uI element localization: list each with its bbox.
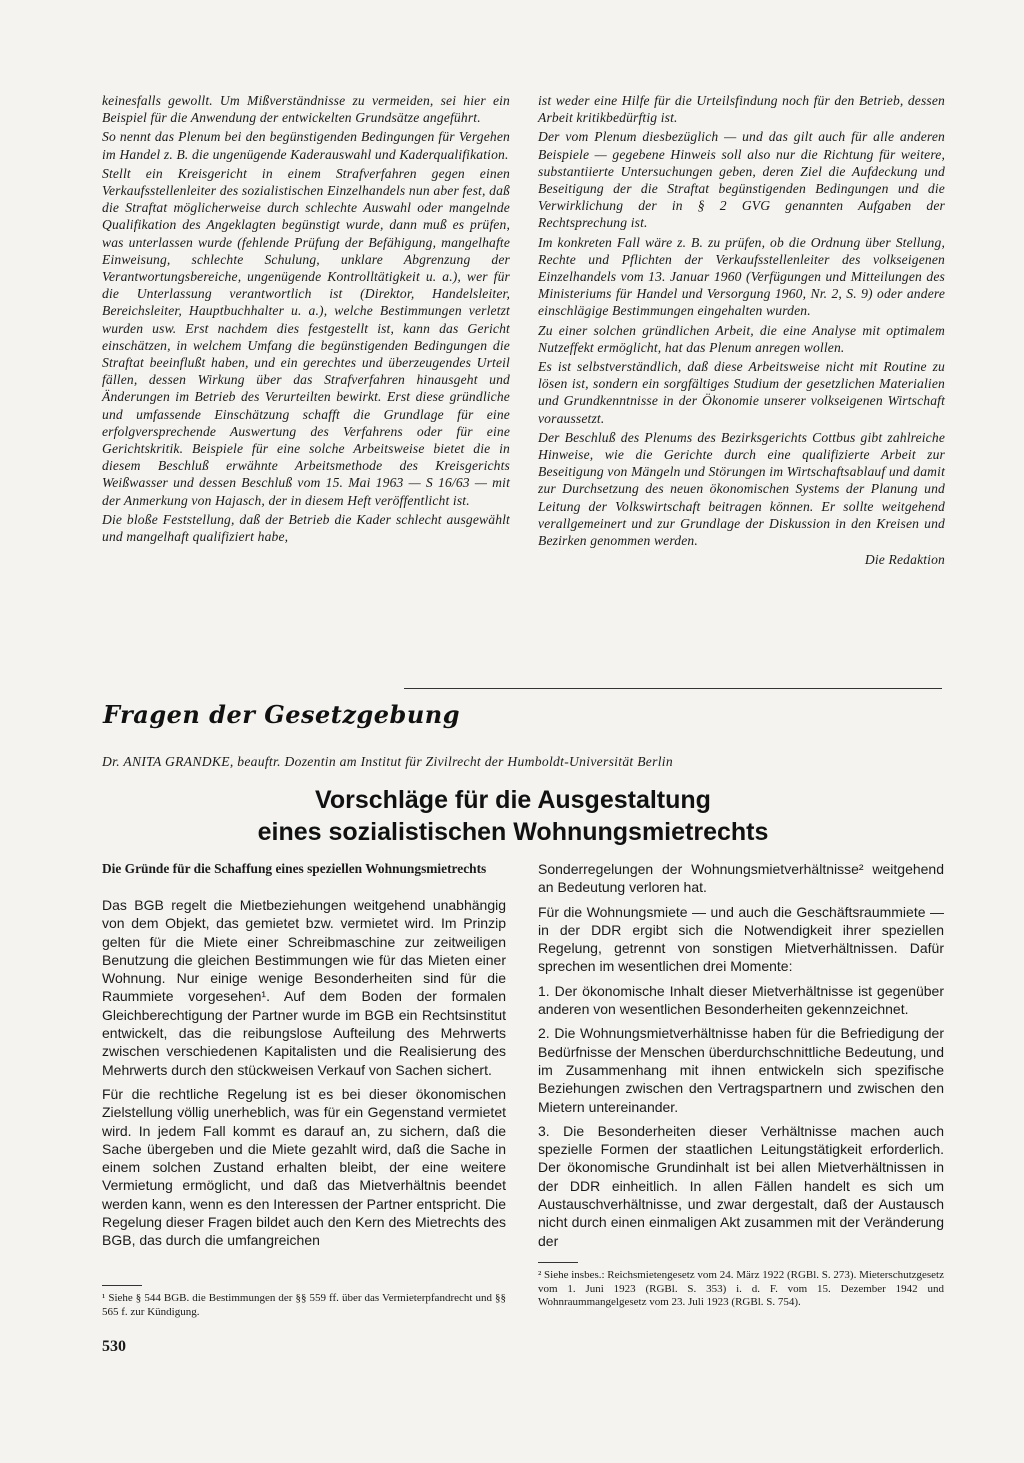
page-number: 530 [102,1338,126,1355]
paragraph: Das BGB regelt die Mietbeziehungen weitgehend unabhängig von dem Objekt, das gemietet bzw. vermietet wird. Im Prinzip gelten für die Miete einer Schreibmaschine zur zeitweiligen Benutzung die gleichen Bestimmungen wie für das Mieten einer Wohnung. Nur einige wenige Besonderheiten sind für die Raummiete vorgesehen¹. Auf dem Boden der formalen Gleichberechtigung der Partner wurde im BGB ein Rechtsinstitut entwickelt, das die reibungslose Aufteilung des Mehrwerts zwischen verschiedenen Kapitalisten und die Realisierung des Mehrwerts durch den stückweisen Verkauf von Sachen sichert. [102,897,506,1078]
article-title-line-2: eines sozialistischen Wohnungsmietrechts [257,818,769,846]
paragraph: Der Beschluß des Plenums des Bezirksgerichts Cottbus gibt zahlreiche Hinweise, wie die Gerichte durch eine qualifizierte Arbeit zur Beseitigung von Mängeln und Störungen im Wirtschaftsablauf und damit zur Durchsetzung des neuen ökonomischen Systems der Planung und Leitung der Volkswirtschaft beitragen können. Er sollte weitgehend verallgemeinert und zur Grundlage der Diskussion in den Kreisen und Bezirken genommen werden. [538,429,945,549]
paragraph: 2. Die Wohnungsmietverhältnisse haben für die Befriedigung der Bedürfnisse der Menschen überdurchschnittliche Bedeutung, und im Zusammenhang mit ihnen entwickeln sich spezifische Beziehungen zwischen den Vertragspartnern und zwischen den Mietern untereinander. [538,1025,944,1115]
paragraph: Die bloße Feststellung, daß der Betrieb die Kader schlecht ausgewählt und mangelhaft qualifiziert habe, [102,511,510,545]
section-heading: Fragen der Gesetzgebung [103,700,460,729]
editorial-signature: Die Redaktion [864,552,945,568]
paragraph: So nennt das Plenum bei den begünstigenden Bedingungen für Vergehen im Handel z. B. die ungenügende Kaderauswahl und Kaderqualifikation. [102,129,510,162]
paragraph: Der vom Plenum diesbezüglich — und das gilt auch für alle anderen Beispiele — gegebene Hinweis soll also nur die Richtung für weitere, substantiierte Untersuchungen geben, deren Ziel die Aufdeckung und Beseitigung der die Straftat begünstigenden Bedingungen und die Verwirklichung der in § 2 GVG genannten Aufgaben der Rechtsprechung ist. [538,129,945,231]
paragraph: Es ist selbstverständlich, daß diese Arbeitsweise nicht mit Routine zu lösen ist, sondern ein sorgfältiges Studium der gesetzlichen Materialien und Grundkenntnisse in der Ökonomie unserer volkseigenen Wirtschaft voraussetzt. [538,359,945,426]
paragraph: Im konkreten Fall wäre z. B. zu prüfen, ob die Ordnung über Stellung, Rechte und Pflichten der Verkaufsstellenleiter des volkseigenen Einzelhandels vom 13. Januar 1960 (Verfügungen und Mitteilungen des Ministeriums für Handel und Versorgung 1960, Nr. 2, S. 9) oder andere einschlägige Bestimmungen eingehalten wurden. [538,234,945,319]
paragraph: ist weder eine Hilfe für die Urteilsfindung noch für den Betrieb, dessen Arbeit kritikbedürftig ist. [538,93,945,126]
paragraph: Sonderregelungen der Wohnungsmietverhältnisse² weitgehend an Bedeutung verloren hat. [538,861,944,896]
footnote-rule [102,1285,142,1286]
paragraph: Für die rechtliche Regelung ist es bei dieser ökonomischen Zielstellung völlig unerheblich, was für ein Gegenstand vermietet wird. In jedem Fall kommt es darauf an, zu sichern, daß die Sache übergeben und die Miete gezahlt wird, daß die Sache in einem solchen Zustand erhalten bleibt, der eine weitere Vermietung ermöglicht, und daß das Mietverhältnis beendet werden kann, wenn es den Interessen der Partner entspricht. Die Regelung dieser Fragen bildet auch den Kern des Mietrechts des BGB, das durch die umfangreichen [102,1085,506,1249]
article-subheading: Die Gründe für die Schaffung eines speziellen Wohnungsmietrechts [102,861,487,876]
article-title [150,784,876,848]
paragraph: 1. Der ökonomische Inhalt dieser Mietverhältnisse ist gegenüber anderen von wesentlichen Besonderheiten gekennzeichnet. [538,982,944,1018]
footnote-rule [538,1262,578,1263]
paragraph: Für die Wohnungsmiete — und auch die Geschäftsraummiete — in der DDR ergibt sich die Notwendigkeit ihrer speziellen Regelung, getrennt von sonstigen Mietverhältnissen. Dafür sprechen im wesentlichen drei Momente: [538,903,944,975]
paragraph: 3. Die Besonderheiten dieser Verhältnisse machen auch spezielle Formen der staatlichen Leitungstätigkeit erforderlich. Der ökonomische Grundinhalt ist bei allen Mietverhältnissen in der DDR einheitlich. In allen Fällen handelt es sich um Austauschverhältnisse, und zwar dergestalt, daß der Austausch nicht durch einen einmaligen Akt zusammen mit der Veränderung der [538,1122,944,1249]
section-divider [404,688,942,689]
paragraph: keinesfalls gewollt. Um Mißverständnisse zu vermeiden, sei hier ein Beispiel für die Anwendung der entwickelten Grundsätze angeführt. [102,93,510,126]
footnote-1: ¹ Siehe § 544 BGB. die Bestimmungen der §§ 559 ff. über das Vermieterpfandrecht und §§ 565 f. zur Kündigung. [102,1292,506,1318]
paragraph: Zu einer solchen gründlichen Arbeit, die eine Analyse mit optimalem Nutzeffekt ermöglicht, hat das Plenum anregen wollen. [538,322,945,355]
article-column-right [538,860,944,1256]
article-column-left [102,896,506,1256]
paragraph: Stellt ein Kreisgericht in einem Strafverfahren gegen einen Verkaufsstellenleiter des sozialistischen Einzelhandels nun aber fest, daß die Straftat möglicherweise durch schlechte Auswahl oder mangelnde Qualifikation des Angeklagten begünstigt wurde, dann muß es prüfen, was unterlassen wurde (fehlende Prüfung der Befähigung, mangelhafte Einweisung, schlechte Schulung, unklare Abgrenzung der Verantwortungsbereiche, ungenügende Kontrolltätigkeit u. a.), wer für die Unterlassung verantwortlich ist (Direktor, Handelsleiter, Bereichsleiter, Hauptbuchhalter u. a.), welche Bestimmungen verletzt wurden usw. Erst nachdem dies festgestellt ist, kann das Gericht einschätzen, in welchem Umfang die begünstigenden Bedingungen die Straftat beeinflußt haben, und ein gerechtes und überzeugendes Urteil fällen, dessen Wirkung über das Strafverfahren hinausgeht und Änderungen im Betrieb des Verurteilten bewirkt. Erst diese gründliche und umfassende Einschätzung schafft die Grundlage für eine erfolgversprechende Auswertung des Verfahrens oder für eine Gerichtskritik. Beispiele für eine solche Arbeitsweise bietet die in diesem Beschluß erwähnte Arbeitsmethode des Kreisgerichts Weißwasser und dessen Beschluß vom 15. Mai 1963 — S 16/63 — mit der Anmerkung von Hajasch, der in diesem Heft veröffentlicht ist. [102,165,510,508]
article-title-line-1: Vorschläge für die Ausgestaltung [315,786,711,814]
top-column-left [102,92,510,547]
author-line: Dr. ANITA GRANDKE, beauftr. Dozentin am Institut für Zivilrecht der Humboldt-Universität Berlin [102,754,673,769]
footnote-2: ² Siehe insbes.: Reichsmietengesetz vom 24. März 1922 (RGBl. S. 273). Mieterschutzgesetz vom 1. Juni 1923 (RGBl. S. 353) i. d. F. vom 15. Dezember 1942 und Wohnraummangelgesetz vom 23. Juli 1923 (RGBl. S. 754). [538,1269,944,1309]
top-column-right [538,92,945,570]
